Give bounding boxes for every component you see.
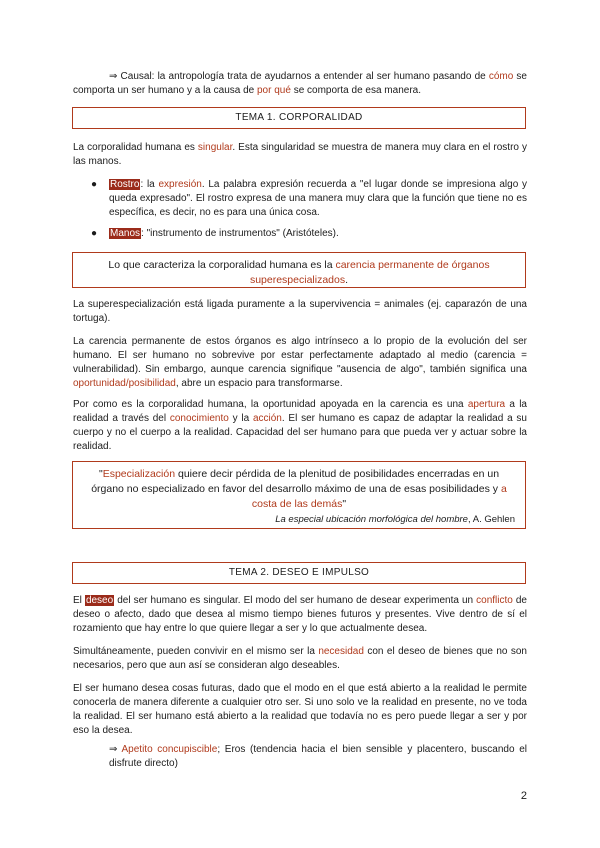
highlighted-term: Manos xyxy=(110,228,141,239)
paragraph: El ser humano desea cosas futuras, dado que el modo en el que está abierto a la realidad le permite conocerla de manera diferente a cualquier otro ser. Si uno solo ve la realidad en presente, no ve toda la realidad. El ser humano está abierto a la realidad que todavía no es pero puede llegar a ser y por eso la desea. xyxy=(73,683,527,736)
page-number: 2 xyxy=(520,790,527,802)
highlight-word: Especialización xyxy=(102,468,176,480)
paragraph: La corporalidad humana es singular. Esta singularidad se muestra de manera muy clara en el rostro y las manos. xyxy=(73,142,527,167)
highlight-word: singular xyxy=(197,142,233,153)
highlight-word: oportunidad/posibilidad xyxy=(73,378,176,389)
highlight-word: por qué xyxy=(257,85,291,96)
paragraph: La superespecialización está ligada puramente a la supervivencia = animales (ej. caparazón de una tortuga). xyxy=(73,299,527,324)
quote-source: La especial ubicación morfológica del hombre, A. Gehlen xyxy=(275,514,515,525)
highlight-word: carencia permanente de órganos superespecializados xyxy=(249,259,490,286)
key-statement-box: Lo que caracteriza la corporalidad humana es la carencia permanente de órganos superespecializados. xyxy=(72,252,526,288)
highlight-word: necesidad xyxy=(318,646,364,657)
highlight-word: a costa de las demás xyxy=(251,483,507,510)
paragraph: Simultáneamente, pueden convivir en el mismo ser la necesidad con el deseo de bienes que no son necesarios, pero que aun así se consideran algo deseables. xyxy=(73,646,527,671)
arrow-paragraph: ⇒ Apetito concupiscible; Eros (tendencia hacia el bien sensible y placentero, buscando el disfrute directo) xyxy=(109,744,527,769)
highlight-word: acción xyxy=(252,413,282,424)
bullet-item-manos: Manos: "instrumento de instrumentos" (Aristóteles). xyxy=(110,228,339,239)
highlight-word: expresión xyxy=(158,179,202,190)
quote-box xyxy=(72,461,526,529)
arrow-symbol: ⇒ xyxy=(109,71,118,82)
arrow-symbol: ⇒ xyxy=(109,744,118,755)
quote-text: "Especialización quiere decir pérdida de la plenitud de posibilidades encerradas en un órgano no especializado en favor del desarrollo máximo de una de esas posibilidades y a costa de las demás" xyxy=(91,468,507,510)
highlighted-term: deseo xyxy=(85,595,114,606)
highlight-word: conocimiento xyxy=(169,413,229,424)
highlight-word: conflicto xyxy=(476,595,513,606)
highlighted-term: Rostro xyxy=(110,179,140,190)
highlight-word: apertura xyxy=(467,399,506,410)
intro-paragraph: ⇒ Causal: la antropología trata de ayudarnos a entender al ser humano pasando de cómo se comporta un ser humano y a la causa de por qué se comporta de esa manera. xyxy=(73,71,527,96)
bullet-icon: ● xyxy=(91,179,98,190)
section-heading-tema1: TEMA 1. CORPORALIDAD xyxy=(72,107,526,129)
paragraph: El deseo del ser humano es singular. El modo del ser humano de desear experimenta un conflicto de deseo o afecto, dado que desea al mismo tiempo bienes futuros y presentes. Vive dentro de sí el rozamiento que hay entre lo que quiere llegar a ser y lo que actualmente desea. xyxy=(73,595,527,634)
paragraph: La carencia permanente de estos órganos es algo intrínseco a lo propio de la evolución del ser humano. El ser humano no sobrevive por estar perfectamente adaptado al medio (carencia = vulnerabilidad). Sin embargo, aunque carencia signifique "ausencia de algo", también significa una oportunidad/posibilidad, abre un espacio para transformarse. xyxy=(73,336,527,389)
bullet-icon: ● xyxy=(91,228,98,239)
bullet-item-rostro: Rostro: la expresión. La palabra expresión recuerda a "el lugar donde se impresiona algo y queda expresado". El rostro expresa de una manera muy clara que la función que tiene no es específica, es decir, no es para una única cosa. xyxy=(109,179,527,218)
section-heading-tema2: TEMA 2. DESEO E IMPULSO xyxy=(72,562,526,584)
highlight-word: Apetito concupiscible xyxy=(117,744,218,755)
highlight-word: cómo xyxy=(488,71,514,82)
paragraph: Por como es la corporalidad humana, la oportunidad apoyada en la carencia es una apertura a la realidad a través del conocimiento y la acción. El ser humano es capaz de adaptar la realidad a su cuerpo y no el cuerpo a la realidad. Capacidad del ser humano para que pueda ver y actuar sobre la realidad. xyxy=(73,399,527,452)
